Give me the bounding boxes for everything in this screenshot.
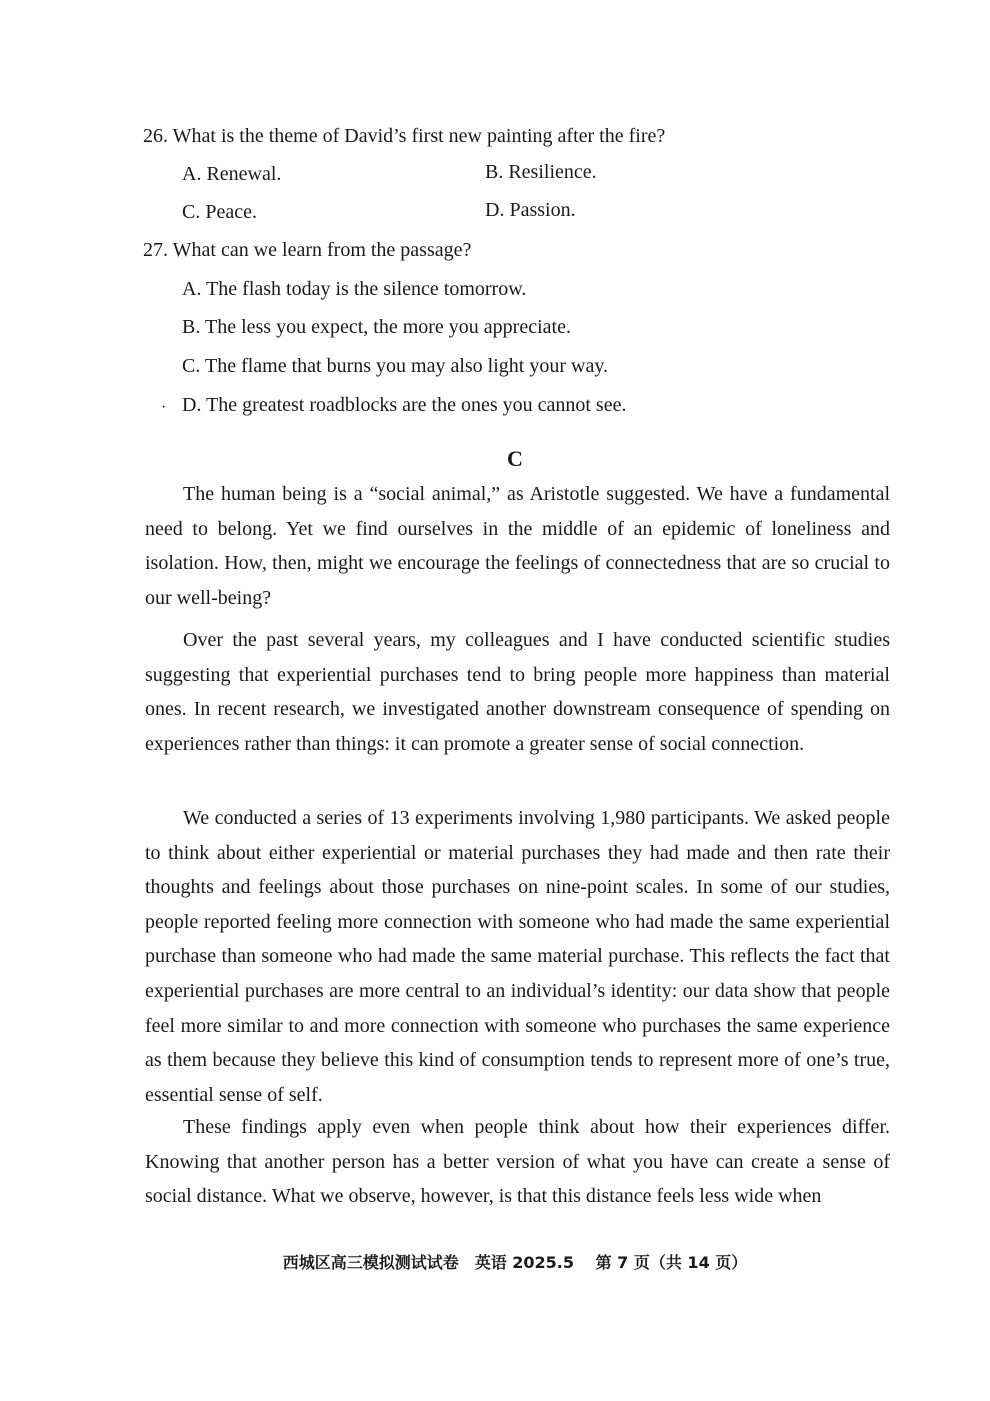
passage-paragraph-1: The human being is a “social animal,” as Aristotle suggested. We have a fundamental need to belong. Yet we find ourselves in the middle of an epidemic of loneliness and isolation. How, then, might we encourage the feelings of connectedness that are so crucial to our well-being?	[145, 483, 890, 609]
passage-paragraph-3: We conducted a series of 13 experiments involving 1,980 participants. We asked people to think about either experiential or material purchases they had made and then rate their thoughts and feelings about those purchases on nine-point scales. In some of our studies, people reported feeling more connection with someone who had made the same experiential purchase than someone who had made the same material purchase. This reflects the fact that experiential purchases are more central to an individual’s identity: our data show that people feel more similar to and more connection with someone who purchases the same experience as them because they believe this kind of consumption tends to represent more of one’s true, essential sense of self.	[145, 807, 890, 1106]
page-footer: 西城区高三模拟测试试卷 英语 2025.5 第 7 页（共 14 页）	[282, 1253, 748, 1272]
section-heading: C	[507, 446, 523, 471]
question-26-option-b: B. Resilience.	[485, 161, 597, 183]
question-27-option-d: D. The greatest roadblocks are the ones you cannot see.	[182, 394, 627, 416]
question-27-option-a: A. The flash today is the silence tomorrow.	[182, 278, 527, 300]
question-26-stem: 26. What is the theme of David’s first new painting after the fire?	[143, 125, 666, 147]
passage-paragraph-2: Over the past several years, my colleagues and I have conducted scientific studies suggesting that experiential purchases tend to bring people more happiness than material ones. In recent research, we investigated another downstream consequence of spending on experiences rather than things: it can promote a greater sense of social connection.	[145, 629, 890, 755]
question-26-option-a: A. Renewal.	[182, 163, 282, 185]
question-26-option-c: C. Peace.	[182, 201, 257, 223]
question-27-stem: 27. What can we learn from the passage?	[143, 239, 472, 261]
question-27-option-c: C. The flame that burns you may also light your way.	[182, 355, 609, 377]
question-27-option-b: B. The less you expect, the more you appreciate.	[182, 316, 571, 338]
question-26-option-d: D. Passion.	[485, 199, 576, 221]
stray-pen-mark: ·	[161, 399, 167, 416]
passage-paragraph-4: These findings apply even when people think about how their experiences differ. Knowing that another person has a better version of what you have can create a sense of social distance. What we observe, however, is that this distance feels less wide when	[145, 1116, 890, 1208]
